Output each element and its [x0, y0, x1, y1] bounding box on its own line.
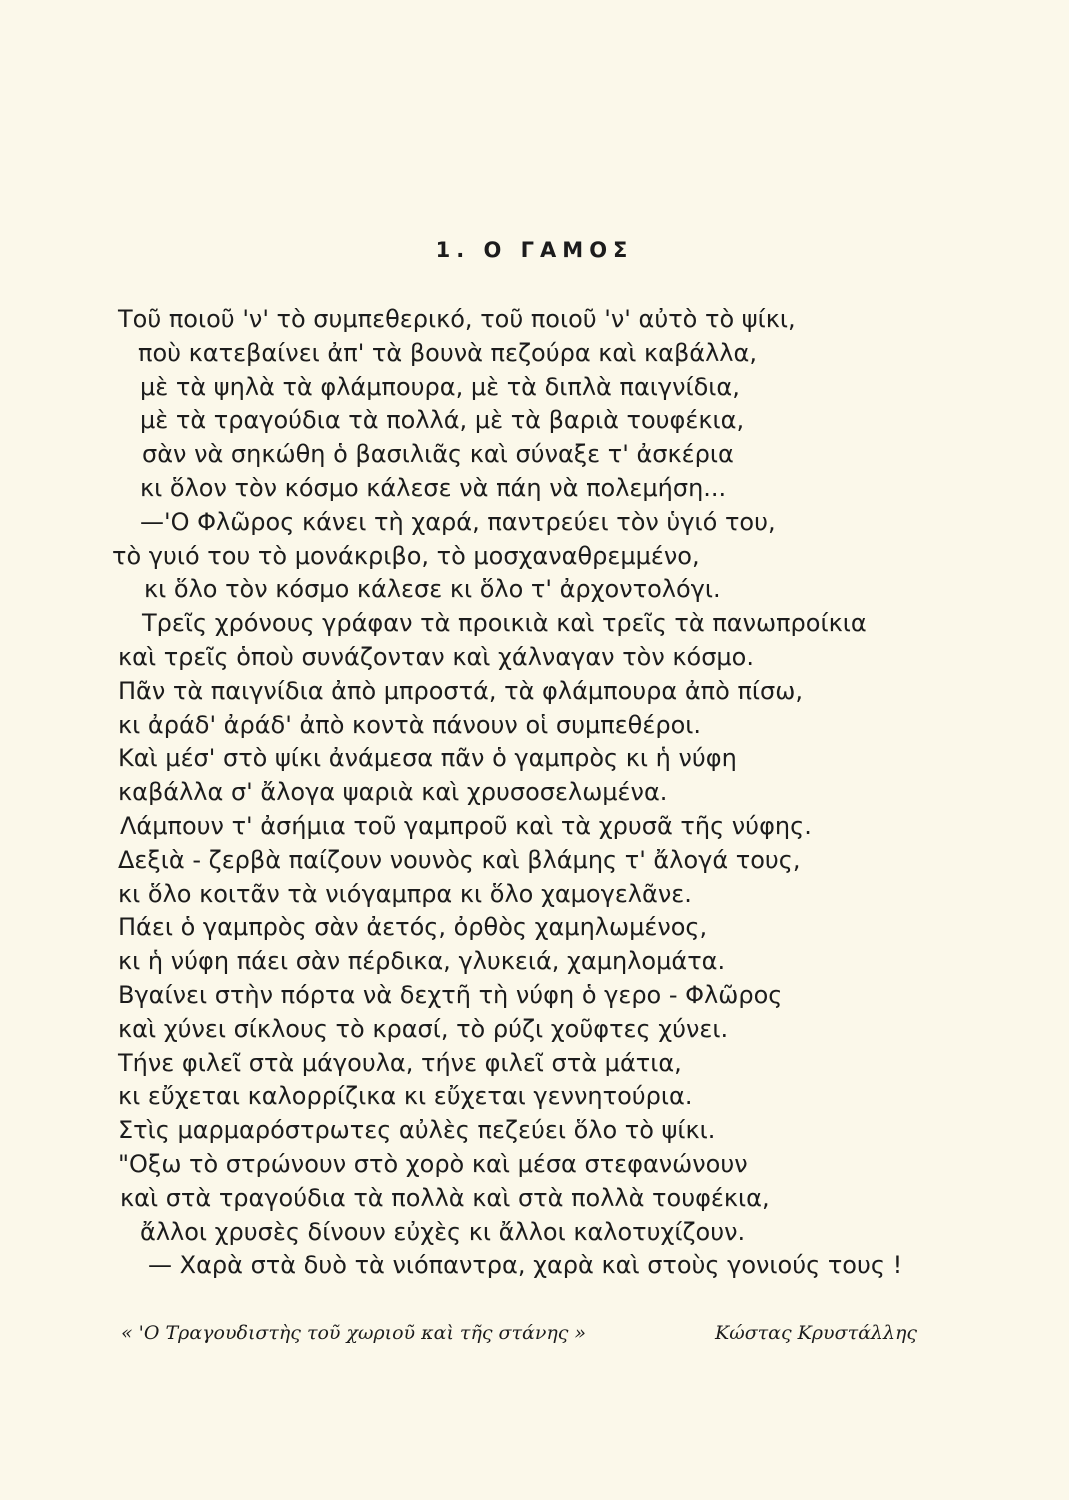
- poem-line: [118, 810, 998, 844]
- poem-line: [118, 337, 998, 371]
- poem-line: [118, 742, 998, 776]
- poem-line-text: Καὶ μέσ' στὸ ψίκι ἀνάμεσα πᾶν ὁ γαμπρὸς κι ἡ νύφη: [118, 744, 737, 773]
- poem-line: [118, 878, 998, 912]
- poem-line: [118, 438, 998, 472]
- poem-line: [118, 1216, 998, 1250]
- poem-line-text: ποὺ κατεβαίνει ἀπ' τὰ βουνὰ πεζούρα καὶ καβάλλα,: [138, 338, 757, 367]
- poem-line-text: μὲ τὰ τραγούδια τὰ πολλά, μὲ τὰ βαριὰ τουφέκια,: [140, 406, 745, 435]
- poem-line-text: Τρεῖς χρόνους γράφαν τὰ προικιὰ καὶ τρεῖς τὰ πανωπροίκια: [142, 609, 867, 638]
- poem-line: [112, 540, 998, 574]
- poem-line: [118, 506, 998, 540]
- poem-line: [118, 573, 998, 607]
- poem-line-text: κι ὅλον τὸν κόσμο κάλεσε νὰ πάη νὰ πολεμήση...: [140, 473, 727, 502]
- poem-line-text: τὸ γυιό του τὸ μονάκριβο, τὸ μοσχαναθρεμμένο,: [112, 541, 700, 570]
- poem-line-text: κι ἀράδ' ἀράδ' ἀπὸ κοντὰ πάνουν οἱ συμπεθέροι.: [118, 710, 702, 739]
- poem-line-text: Λάμπουν τ' ἀσήμια τοῦ γαμπροῦ καὶ τὰ χρυσᾶ τῆς νύφης.: [120, 811, 812, 840]
- source-citation: « 'Ο Τραγουδιστὴς τοῦ χωριοῦ καὶ τῆς στάνης »: [121, 1322, 587, 1344]
- poem-line: [118, 1114, 998, 1148]
- poem-footer: [0, 1322, 1069, 1352]
- poem-line: [118, 1182, 998, 1216]
- poem-line-text: καὶ χύνει σίκλους τὸ κρασί, τὸ ρύζι χοῦφτες χύνει.: [118, 1014, 729, 1043]
- poem-line-text: "Οξω τὸ στρώνουν στὸ χορὸ καὶ μέσα στεφανώνουν: [118, 1149, 748, 1178]
- author-name: Κώστας Κρυστάλλης: [715, 1322, 918, 1344]
- poem-line-text: κι εὔχεται καλορρίζικα κι εὔχεται γεννητούρια.: [118, 1082, 693, 1111]
- poem-line-text: Δεξιὰ - ζερβὰ παίζουν νουνὸς καὶ βλάμης τ' ἄλογά τους,: [118, 845, 801, 874]
- poem-line-text: καὶ τρεῖς ὁποὺ συνάζονταν καὶ χάλναγαν τὸν κόσμο.: [118, 642, 754, 671]
- poem-line: [118, 844, 998, 878]
- poem-line-text: Τοῦ ποιοῦ 'ν' τὸ συμπεθερικό, τοῦ ποιοῦ 'ν' αὐτὸ τὸ ψίκι,: [118, 305, 796, 333]
- poem-line: [118, 709, 998, 743]
- poem-body: [112, 303, 998, 1283]
- poem-line: [118, 1013, 998, 1047]
- poem-line: [118, 303, 998, 337]
- poem-line: [118, 472, 998, 506]
- poem-line-text: Τήνε φιλεῖ στὰ μάγουλα, τήνε φιλεῖ στὰ μάτια,: [118, 1048, 682, 1077]
- poem-line: [118, 1080, 998, 1114]
- poem-line: [118, 1148, 998, 1182]
- poem-line-text: καβάλλα σ' ἄλογα ψαριὰ καὶ χρυσοσελωμένα.: [118, 778, 668, 807]
- poem-line: [118, 979, 998, 1013]
- poem-line: [118, 404, 998, 438]
- poem-line-text: Πᾶν τὰ παιγνίδια ἀπὸ μπροστά, τὰ φλάμπουρα ἀπὸ πίσω,: [118, 676, 803, 705]
- poem-line-text: —'Ο Φλῶρος κάνει τὴ χαρά, παντρεύει τὸν ὑγιό του,: [140, 507, 776, 536]
- poem-title: 1. Ο ΓΑΜΟΣ: [435, 238, 634, 262]
- poem-line-text: ἄλλοι χρυσὲς δίνουν εὐχὲς κι ἄλλοι καλοτυχίζουν.: [140, 1217, 746, 1246]
- poem-line-text: Πάει ὁ γαμπρὸς σὰν ἀετός, ὀρθὸς χαμηλωμένος,: [118, 913, 708, 942]
- poem-line-text: κι ὅλο τὸν κόσμο κάλεσε κι ὅλο τ' ἀρχοντολόγι.: [144, 575, 721, 604]
- poem-line-text: σὰν νὰ σηκώθη ὁ βασιλιᾶς καὶ σύναξε τ' ἀσκέρια: [142, 440, 734, 469]
- poem-line: [118, 371, 998, 405]
- poem-line: [118, 1047, 998, 1081]
- poem-line-text: καὶ στὰ τραγούδια τὰ πολλὰ καὶ στὰ πολλὰ τουφέκια,: [120, 1183, 770, 1212]
- poem-line: [118, 675, 998, 709]
- poem-line-text: Στὶς μαρμαρόστρωτες αὐλὲς πεζεύει ὅλο τὸ ψίκι.: [118, 1116, 716, 1145]
- poem-line-text: κι ἡ νύφη πάει σὰν πέρδικα, γλυκειά, χαμηλομάτα.: [118, 947, 726, 976]
- poem-line-text: Βγαίνει στὴν πόρτα νὰ δεχτῆ τὴ νύφη ὁ γερο - Φλῶρος: [118, 980, 783, 1009]
- poem-line: [118, 641, 998, 675]
- poem-line: [118, 776, 998, 810]
- poem-line-text: μὲ τὰ ψηλὰ τὰ φλάμπουρα, μὲ τὰ διπλὰ παιγνίδια,: [140, 372, 740, 401]
- poem-line-text: — Χαρὰ στὰ δυὸ τὰ νιόπαντρα, χαρὰ καὶ στοὺς γονιούς τους !: [148, 1251, 903, 1280]
- poem-line: [118, 607, 998, 641]
- poem-line: [118, 1249, 998, 1283]
- poem-line: [118, 911, 998, 945]
- poem-line-text: κι ὅλο κοιτᾶν τὰ νιόγαμπρα κι ὅλο χαμογελᾶνε.: [118, 879, 692, 908]
- poem-line: [118, 945, 998, 979]
